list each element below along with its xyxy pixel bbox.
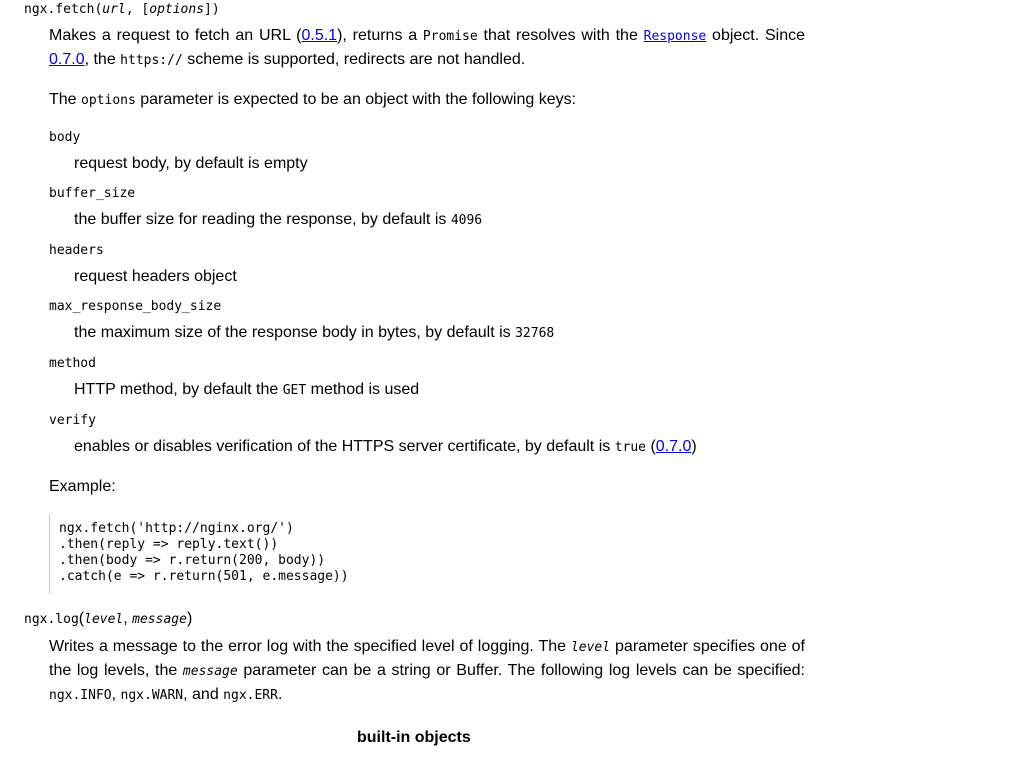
- fetch-desc-text: Makes a request to fetch an URL (: [49, 27, 302, 44]
- key-desc-text: enables or disables verification of the HTTPS server certificate, by default is: [74, 438, 615, 455]
- log-desc-text: Writes a message to the error log with the specified level of logging. The: [49, 638, 571, 655]
- example-label: Example:: [49, 478, 116, 495]
- response-link[interactable]: Response: [643, 29, 707, 44]
- key-desc-headers: request headers object: [74, 268, 237, 285]
- log-sig-sep: ,: [123, 610, 133, 627]
- fetch-sig-sep: , [: [125, 2, 150, 17]
- code-line: ngx.fetch('http://nginx.org/'): [59, 521, 294, 536]
- code-line: .catch(e => r.return(501, e.message)): [59, 569, 349, 584]
- fetch-desc-text: scheme is supported, redirects are not handled.: [182, 51, 526, 68]
- log-sig-open: (: [78, 610, 85, 627]
- key-desc-text: method is used: [306, 381, 420, 398]
- get-code: GET: [282, 383, 307, 398]
- true-code: true: [614, 440, 646, 455]
- code-line: .then(body => r.return(200, body)): [59, 553, 326, 568]
- key-desc-text: HTTP method, by default the: [74, 381, 283, 398]
- key-desc-max-response-body-size: [74, 324, 554, 342]
- key-term-headers: headers: [49, 243, 104, 258]
- key-desc-body: request body, by default is empty: [74, 155, 308, 172]
- options-intro-text: parameter is expected to be an object with the following keys:: [135, 91, 577, 108]
- fetch-desc-text: object. Since: [706, 27, 805, 44]
- fetch-desc-text: , the: [84, 51, 121, 68]
- version-link-0-7-0-verify[interactable]: 0.7.0: [655, 438, 692, 455]
- key-desc-text: the maximum size of the response body in bytes, by default is: [74, 324, 516, 341]
- options-intro-text: The: [49, 91, 82, 108]
- max-body-default-code: 32768: [515, 326, 555, 341]
- buffer-size-default-code: 4096: [450, 213, 483, 228]
- version-link-0-5-1[interactable]: 0.5.1: [301, 27, 338, 44]
- example-code-block: [49, 514, 380, 594]
- log-level-warn: ngx.WARN: [120, 688, 184, 703]
- log-sig-close: ): [186, 610, 193, 627]
- https-code: https://: [120, 53, 183, 68]
- key-desc-method: [74, 381, 419, 399]
- key-term-buffer-size: buffer_size: [49, 186, 136, 201]
- promise-code: Promise: [422, 29, 478, 44]
- log-level-info: ngx.INFO: [49, 688, 112, 703]
- section-heading-built-in-objects: built-in objects: [357, 729, 471, 746]
- code-line: .then(reply => reply.text()): [59, 537, 279, 552]
- key-desc-text: (: [646, 438, 656, 455]
- log-desc-sep: , and: [183, 686, 224, 703]
- fetch-sig-param-options: options: [149, 2, 205, 17]
- key-term-body: body: [49, 130, 81, 145]
- message-code: message: [182, 664, 238, 679]
- fetch-desc-text: that resolves with the: [477, 27, 644, 44]
- key-desc-verify: [74, 438, 697, 456]
- fetch-description: [49, 24, 805, 72]
- log-sig-param-level: level: [84, 612, 124, 627]
- log-desc-sep: ,: [111, 686, 121, 703]
- fetch-sig-param-url: url: [102, 2, 126, 17]
- options-intro: [49, 88, 576, 112]
- options-code: options: [81, 93, 136, 108]
- key-desc-buffer-size: [74, 211, 482, 229]
- key-term-max-response-body-size: max_response_body_size: [49, 299, 222, 314]
- log-signature: [24, 610, 192, 628]
- key-desc-text: the buffer size for reading the response, by default is: [74, 211, 451, 228]
- key-term-method: method: [49, 356, 96, 371]
- level-code: level: [570, 640, 611, 655]
- key-desc-text: ): [691, 438, 697, 455]
- log-desc-text: parameter can be a string or Buffer. The following log levels can be specified:: [237, 662, 805, 679]
- fetch-signature: [24, 2, 220, 17]
- version-link-0-7-0[interactable]: 0.7.0: [49, 51, 85, 68]
- log-description: [49, 635, 805, 707]
- log-sig-name: ngx.log: [24, 612, 79, 627]
- fetch-sig-close: ]): [204, 2, 220, 17]
- log-sig-param-message: message: [132, 612, 187, 627]
- key-term-verify: verify: [49, 413, 96, 428]
- log-desc-text: parameter specifies one of the log levels, the: [49, 638, 806, 679]
- log-level-err: ngx.ERR: [223, 688, 278, 703]
- fetch-sig-name: ngx.fetch(: [24, 2, 103, 17]
- fetch-desc-text: ), returns a: [337, 27, 423, 44]
- log-desc-end: .: [277, 686, 283, 703]
